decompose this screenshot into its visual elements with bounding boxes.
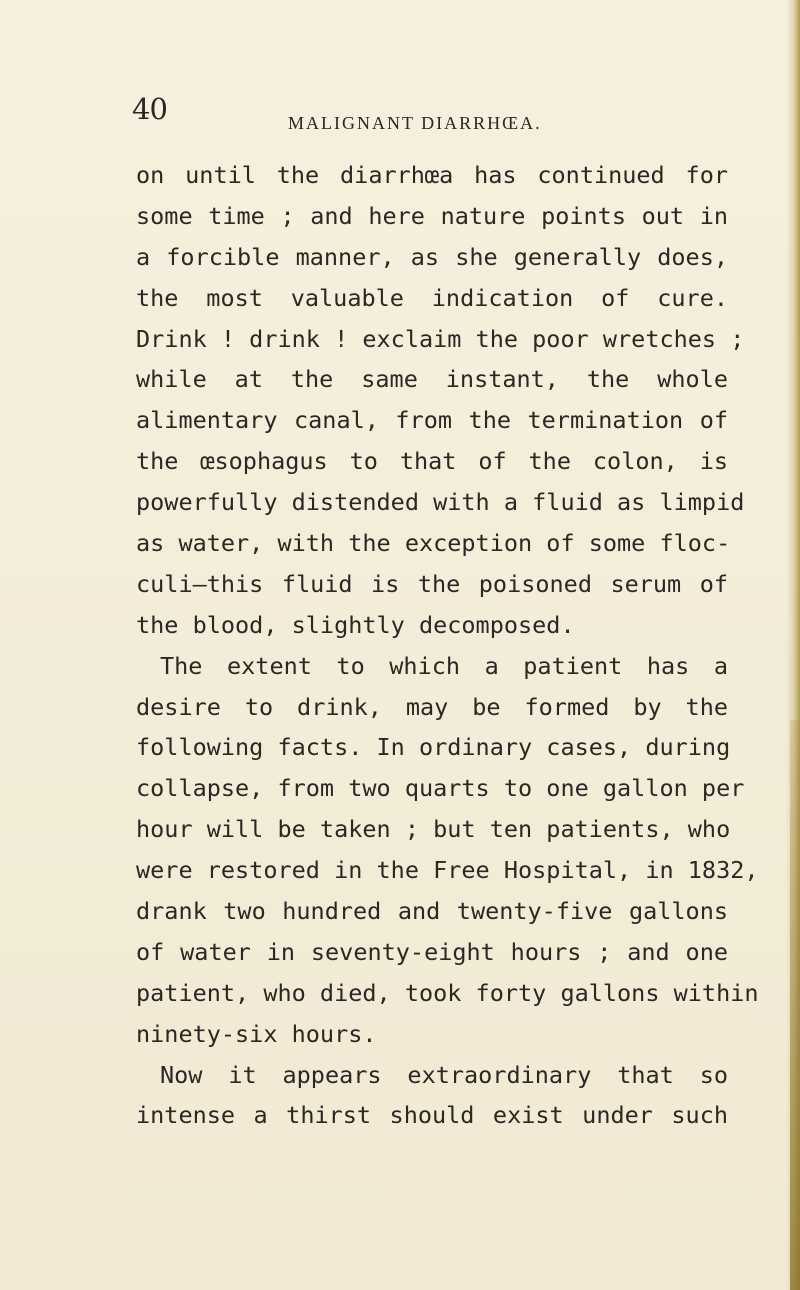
page-number: 40 (132, 92, 167, 126)
text-line: drank two hundred and twenty-five gallons (136, 897, 728, 926)
text-line: as water, with the exception of some floc- (136, 529, 731, 558)
text-line: collapse, from two quarts to one gallon per (136, 774, 745, 803)
body-text (136, 155, 759, 1136)
text-line: on until the diarrhœa has continued for (136, 161, 728, 189)
text-line: The extent to which a patient has a (160, 651, 728, 680)
text-line: intense a thirst should exist under such (136, 1101, 728, 1130)
text-line: of water in seventy-eight hours ; and one (136, 937, 728, 966)
text-line: following facts. In ordinary cases, during (136, 733, 731, 762)
text-line: culi—this fluid is the poisoned serum of (136, 569, 728, 598)
text-line: the œsophagus to that of the colon, is (136, 447, 728, 476)
text-line: ninety-six hours. (136, 1019, 377, 1048)
text-line: some time ; and here nature points out in (136, 201, 728, 230)
text-line: were restored in the Free Hospital, in 1832, (136, 856, 759, 885)
text-line: alimentary canal, from the termination of (136, 406, 728, 435)
text-line: patient, who died, took forty gallons within (136, 978, 759, 1007)
text-line: Now it appears extraordinary that so (160, 1060, 728, 1089)
text-line: Drink ! drink ! exclaim the poor wretches ; (136, 324, 745, 353)
text-line: the most valuable indication of cure. (136, 283, 728, 312)
page-edge-stain (790, 720, 800, 1290)
text-line: hour will be taken ; but ten patients, who (136, 815, 731, 844)
text-line: while at the same instant, the whole (136, 365, 728, 394)
running-title: MALIGNANT DIARRHŒA. (288, 113, 542, 133)
text-line: a forcible manner, as she generally does, (136, 242, 728, 271)
text-line: the blood, slightly decomposed. (136, 610, 575, 639)
text-line: desire to drink, may be formed by the (136, 692, 728, 721)
text-line: powerfully distended with a fluid as limpid (136, 488, 745, 517)
